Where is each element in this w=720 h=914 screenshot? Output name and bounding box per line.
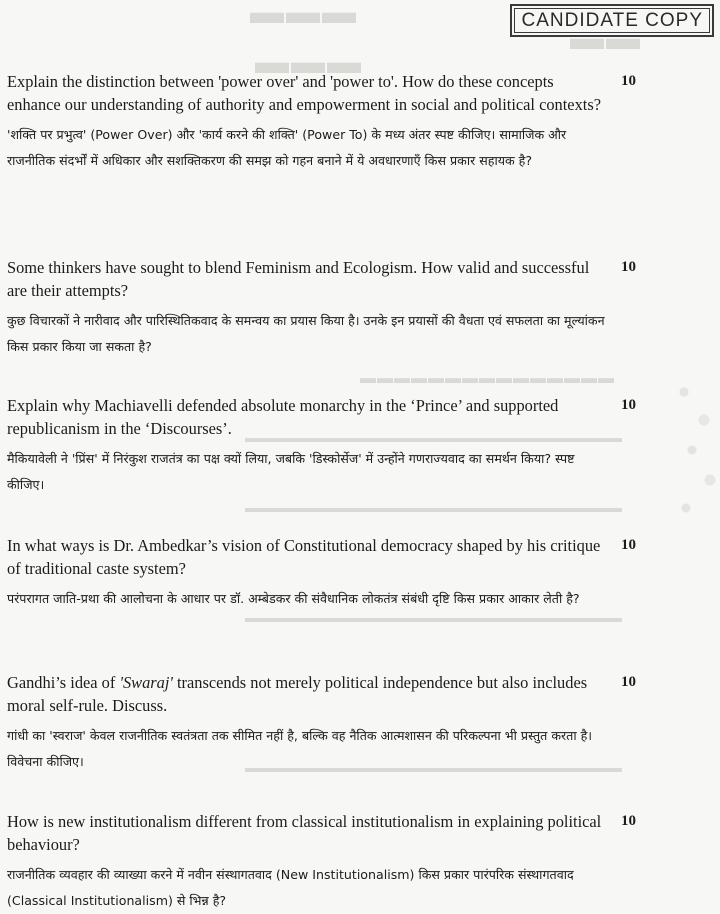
stamp-label: CANDIDATE COPY (514, 8, 710, 33)
question-1-english: Explain the distinction between 'power over' and 'power to'. How do these concepts enhance our understanding of authority and empowerment in social and political contexts? (7, 72, 601, 114)
question-3-english: Explain why Machiavelli defended absolute monarchy in the ‘Prince’ and supported republicanism in the ‘Discourses’. (7, 396, 559, 438)
question-6 (7, 810, 607, 914)
question-2-english: Some thinkers have sought to blend Feminism and Ecologism. How valid and successful are their attempts? (7, 258, 590, 300)
question-2-marks: 10 (621, 259, 636, 275)
question-1-hindi: 'शक्ति पर प्रभुत्व' (Power Over) और 'कार्य करने की शक्ति' (Power To) के मध्य अंतर स्पष्ट कीजिए। सामाजिक और राजनीतिक संदर्भों में अधिकार और सशक्तिकरण की समझ को गहन बनाने में ये अवधारणाएँ किस प्रकार सहायक है? (7, 127, 567, 168)
question-3-marks: 10 (621, 397, 636, 413)
question-5 (7, 671, 607, 775)
question-5-hindi: गांधी का 'स्वराज' केवल राजनीतिक स्वतंत्रता तक सीमित नहीं है, बल्कि वह नैतिक आत्मशासन की परिकल्पना भी प्रस्तुत करता है। विवेचना कीजिए। (7, 728, 593, 769)
question-2 (7, 256, 607, 360)
question-4 (7, 534, 607, 612)
page-texture (674, 380, 720, 530)
question-5-marks: 10 (621, 674, 636, 690)
question-4-english: In what ways is Dr. Ambedkar’s vision of Constitutional democracy shaped by his critique of traditional caste system? (7, 536, 601, 578)
question-2-hindi: कुछ विचारकों ने नारीवाद और पारिस्थितिकवाद के समन्वय का प्रयास किया है। उनके इन प्रयासों की वैधता एवं सफलता का मूल्यांकन किस प्रकार किया जा सकता है? (7, 313, 605, 354)
question-4-hindi: परंपरागत जाति-प्रथा की आलोचना के आधार पर डॉ. अम्बेडकर की संवैधानिक लोकतंत्र संबंधी दृष्टि किस प्रकार आकार लेती है? (7, 591, 580, 606)
question-4-marks: 10 (621, 537, 636, 553)
question-3-hindi: मैकियावेली ने 'प्रिंस' में निरंकुश राजतंत्र का पक्ष क्यों लिया, जबकि 'डिस्कोर्सेज' में उन्होंने गणराज्यवाद का समर्थन किया? स्पष्ट कीजिए। (7, 451, 575, 492)
question-1 (7, 70, 607, 174)
question-6-hindi: राजनीतिक व्यवहार की व्याख्या करने में नवीन संस्थागतवाद (New Institutionalism) किस प्रकार पारंपरिक संस्थागतवाद (Classical Institutionalism) से भिन्न है? (7, 867, 574, 908)
question-3 (7, 394, 607, 498)
question-5-english: Gandhi’s idea of 'Swaraj' transcends not merely political independence but also includes moral self-rule. Discuss. (7, 673, 588, 715)
question-6-marks: 10 (621, 813, 636, 829)
question-6-english: How is new institutionalism different from classical institutionalism in explaining political behaviour? (7, 812, 602, 854)
question-1-marks: 10 (621, 73, 636, 89)
candidate-copy-stamp (510, 4, 714, 37)
